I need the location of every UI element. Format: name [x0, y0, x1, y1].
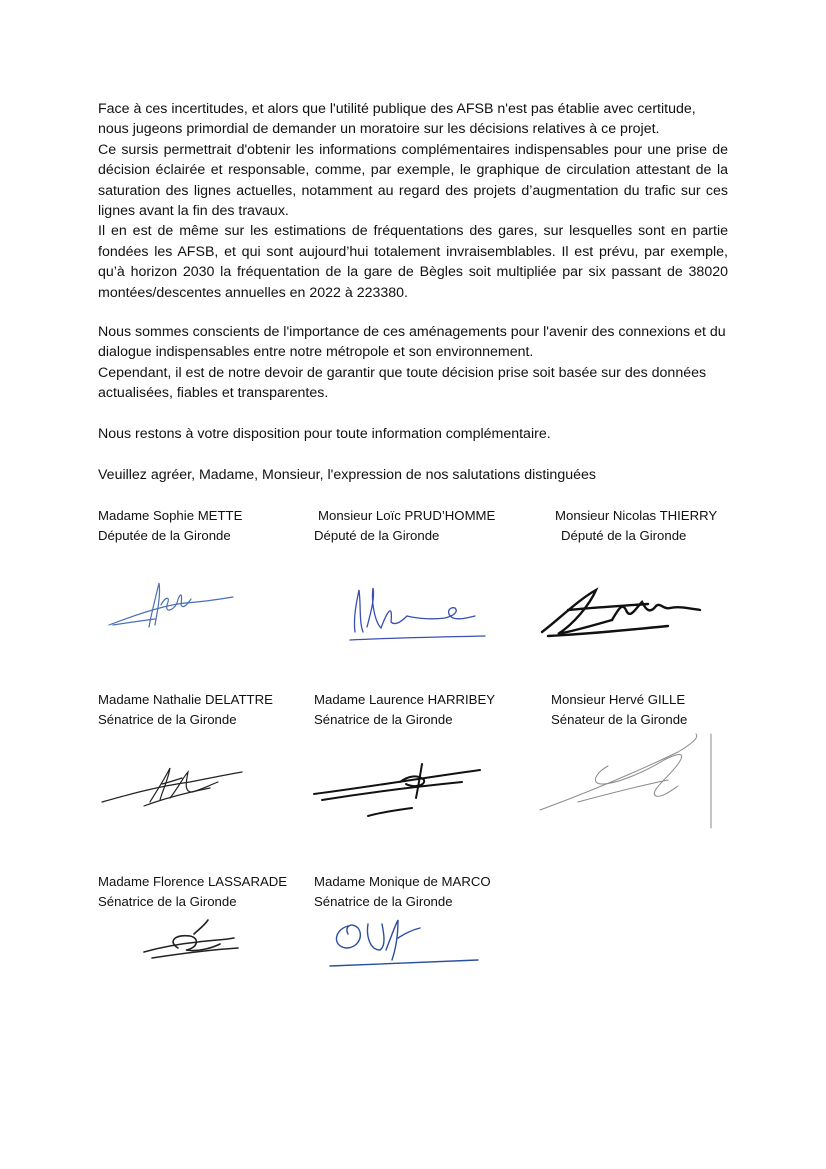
- closing-formula: Veuillez agréer, Madame, Monsieur, l'expression de nos salutations distinguées: [98, 467, 596, 483]
- paragraph-duty: Cependant, il est de notre devoir de garantir que toute décision prise soit basée sur des données actualisées, fiables et transparentes.: [98, 364, 707, 402]
- signature-gille-icon: [538, 732, 716, 828]
- signatory-name: Madame Nathalie DELATTRE: [98, 692, 273, 707]
- signatory-role: Sénateur de la Gironde: [551, 711, 688, 727]
- signatory-harribey: [314, 690, 495, 729]
- signatory-role: Sénatrice de la Gironde: [314, 893, 453, 909]
- paragraph-station-estimates: Il en est de même sur les estimations de fréquentations des gares, sur lesquelles sont en partie fondées les AFSB, et qui sont aujourd’hui totalement invraisemblables. Il est prévu, par exemple, qu’à horizon 2030 la fréquentation de la gare de Bègles soit multipliée par six passant de 38020 montées/descentes annuelles en 2022 à 223380.: [98, 223, 728, 301]
- signature-mette-icon: [105, 575, 240, 635]
- paragraph-availability: Nous restons à votre disposition pour toute information complémentaire.: [98, 426, 551, 442]
- signatory-name: Madame Monique de MARCO: [314, 874, 491, 889]
- signatory-role: Sénatrice de la Gironde: [98, 893, 237, 909]
- letter-body-block-4: [98, 465, 728, 485]
- signatory-name: Monsieur Hervé GILLE: [551, 692, 686, 707]
- signatory-role: Sénatrice de la Gironde: [98, 711, 237, 727]
- signatory-role: Sénatrice de la Gironde: [314, 711, 453, 727]
- signatory-mette: [98, 506, 242, 545]
- letter-body-block-1: [98, 99, 728, 303]
- signatory-lassarade: [98, 872, 287, 911]
- paragraph-information: Ce sursis permettrait d'obtenir les informations complémentaires indispensables pour une prise de décision éclairée et responsable, comme, par exemple, le graphique de circulation attestant de la saturation des lignes actuelles, notamment au regard des projets d’augmentation du trafic sur ces lignes avant la fin des travaux.: [98, 141, 728, 220]
- signature-prudhomme-icon: [345, 582, 490, 644]
- letter-body-block-3: [98, 424, 728, 444]
- signatory-marco: [314, 872, 491, 911]
- signatory-role: Députée de la Gironde: [98, 527, 231, 543]
- signatory-name: Monsieur Loïc PRUD’HOMME: [318, 508, 496, 523]
- signatory-gille: [551, 690, 687, 729]
- paragraph-awareness: Nous sommes conscients de l'importance de ces aménagements pour l'avenir des connexions et du dialogue indispensables entre notre métropole et son environnement.: [98, 324, 726, 361]
- signature-marco-icon: [328, 916, 483, 978]
- signature-lassarade-icon: [138, 918, 268, 962]
- signatory-prudhomme: [314, 506, 496, 545]
- signatory-role: Député de la Gironde: [561, 527, 687, 543]
- paragraph-moratorium: Face à ces incertitudes, et alors que l'utilité publique des AFSB n'est pas établie avec certitude, nous jugeons primordial de demander un moratoire sur les décisions relatives à ce projet.: [98, 101, 696, 138]
- signatory-thierry: [555, 506, 717, 545]
- signatory-name: Madame Sophie METTE: [98, 508, 243, 523]
- signatory-delattre: [98, 690, 273, 729]
- signature-thierry-icon: [538, 580, 708, 642]
- signature-delattre-icon: [100, 762, 245, 810]
- signature-harribey-icon: [312, 758, 484, 820]
- signatory-name: Madame Laurence HARRIBEY: [314, 692, 496, 707]
- signatory-name: Madame Florence LASSARADE: [98, 874, 288, 889]
- signatory-name: Monsieur Nicolas THIERRY: [555, 508, 718, 523]
- letter-body-block-2: [98, 322, 728, 404]
- signatory-role: Député de la Gironde: [314, 527, 440, 543]
